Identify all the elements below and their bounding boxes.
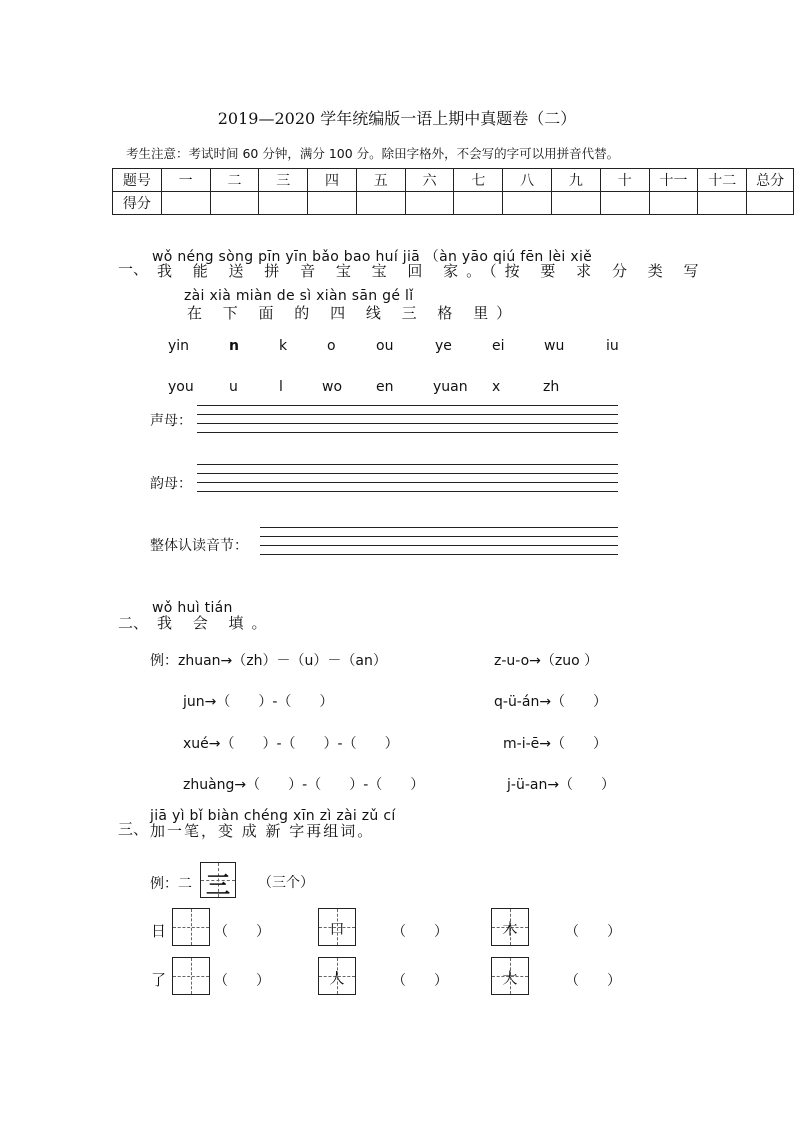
q1-pinyin-line1: wǒ néng sòng pīn yīn bǎo bao huí jiā （àn yāo qiú fēn lèi xiě [152,249,593,265]
score-cell[interactable] [552,192,601,215]
syllable-card: u [229,379,238,395]
score-row-label: 得分 [113,192,162,215]
q2-item-left-1[interactable]: jun→（ ）-（ ） [183,694,334,710]
score-header-cell: 五 [356,169,405,192]
score-header-cell: 七 [454,169,503,192]
syllable-card: yuan [433,379,468,395]
score-cell[interactable] [161,192,210,215]
score-cell[interactable] [259,192,308,215]
syllable-card: iu [606,338,619,354]
q2-example-2: z-u-o→（zuo ） [494,653,599,669]
tianzige-grid[interactable] [172,957,210,995]
q3-example-label: 例：二 [150,876,192,892]
q1-hanzi-line2: 在 下 面 的 四 线 三 格 里） [187,304,520,322]
syllable-card: wu [544,338,565,354]
score-cell[interactable] [503,192,552,215]
q3-example-grid [200,862,236,898]
syllable-card: ye [435,338,452,354]
label-yunmu: 韵母： [150,476,192,492]
score-cell[interactable] [356,192,405,215]
score-header-cell: 四 [308,169,357,192]
shengmu-writing-lines[interactable] [197,405,618,435]
answer-parentheses[interactable]: （ ） [392,924,448,940]
score-header-label: 题号 [113,169,162,192]
score-header-cell: 六 [405,169,454,192]
exam-notice: 考生注意：考试时间 60 分钟，满分 100 分。除田字格外，不会写的字可以用拼音代替。 [126,146,620,161]
score-header-cell: 十二 [698,169,747,192]
grid-char: 木 [502,920,518,938]
answer-parentheses[interactable]: （ ） [214,973,270,989]
score-header-cell: 总分 [747,169,794,192]
zhengti-writing-lines[interactable] [260,527,618,557]
syllable-card: yin [168,338,190,354]
score-cell[interactable] [600,192,649,215]
q3-base-char: 日 [151,922,167,940]
q2-number: 二、 [118,614,149,632]
q3-example-char: 三 [206,871,230,899]
q2-pinyin: wǒ huì tián [152,600,233,616]
syllable-card: you [168,379,194,395]
score-header-cell: 八 [503,169,552,192]
q2-item-right-3[interactable]: j-ü-an→（ ） [507,777,616,793]
q1-hanzi-line1: 我 能 送 拼 音 宝 宝 回 家。（按 要 求 分 类 写 [157,262,707,280]
q2-item-right-1[interactable]: q-ü-án→（ ） [494,694,608,710]
q3-number: 三、 [118,820,149,838]
syllable-card: en [376,379,394,395]
score-cell[interactable] [747,192,794,215]
page-title: 2019—2020 学年统编版一语上期中真题卷（二） [217,109,577,128]
syllable-card: zh [543,379,560,395]
q2-item-left-3[interactable]: zhuàng→（ ）-（ ）-（ ） [183,777,425,793]
score-header-cell: 二 [210,169,259,192]
score-value-row [113,192,794,215]
q3-pinyin: jiā yì bǐ biàn chéng xīn zì zài zǔ cí [150,808,396,824]
q2-item-right-2[interactable]: m-i-ē→（ ） [503,736,607,752]
score-cell[interactable] [698,192,747,215]
score-table [112,168,794,215]
syllable-card: ei [492,338,505,354]
syllable-card: n [229,338,239,354]
answer-parentheses[interactable]: （ ） [565,973,621,989]
syllable-card: ou [376,338,394,354]
syllable-card: x [492,379,501,395]
score-cell[interactable] [308,192,357,215]
syllable-card: o [327,338,336,354]
q1-number: 一、 [118,260,149,278]
label-shengmu: 声母： [150,413,192,429]
q1-pinyin-line2: zài xià miàn de sì xiàn sān gé lǐ [184,288,414,304]
syllable-card: k [279,338,288,354]
tianzige-grid[interactable] [172,908,210,946]
q3-base-char: 了 [151,971,167,989]
syllable-card: l [279,379,283,395]
grid-char: 大 [502,969,518,987]
grid-char: 口 [329,920,345,938]
score-header-row [113,169,794,192]
q2-hanzi: 我 会 填。 [157,614,275,632]
q3-hanzi: 加一笔，变 成 新 字再组词。 [150,822,375,840]
tianzige-grid[interactable] [491,957,529,995]
q2-item-left-2[interactable]: xué→（ ）-（ ）-（ ） [183,736,399,752]
tianzige-grid[interactable] [318,908,356,946]
score-cell[interactable] [454,192,503,215]
score-header-cell: 十 [600,169,649,192]
answer-parentheses[interactable]: （ ） [214,924,270,940]
grid-char: 人 [329,969,345,987]
answer-parentheses[interactable]: （ ） [392,973,448,989]
score-header-cell: 九 [552,169,601,192]
score-cell[interactable] [649,192,698,215]
score-header-cell: 一 [161,169,210,192]
answer-parentheses[interactable]: （ ） [565,924,621,940]
score-header-cell: 十一 [649,169,698,192]
tianzige-grid[interactable] [318,957,356,995]
yunmu-writing-lines[interactable] [197,464,618,494]
label-zhengti: 整体认读音节： [150,538,248,554]
syllable-card: wo [322,379,343,395]
q3-example-note: （三个） [258,875,314,891]
score-header-cell: 三 [259,169,308,192]
score-cell[interactable] [210,192,259,215]
score-cell[interactable] [405,192,454,215]
tianzige-grid[interactable] [491,908,529,946]
q2-example: 例：zhuan→（zh）－（u）－（an） [150,653,387,669]
